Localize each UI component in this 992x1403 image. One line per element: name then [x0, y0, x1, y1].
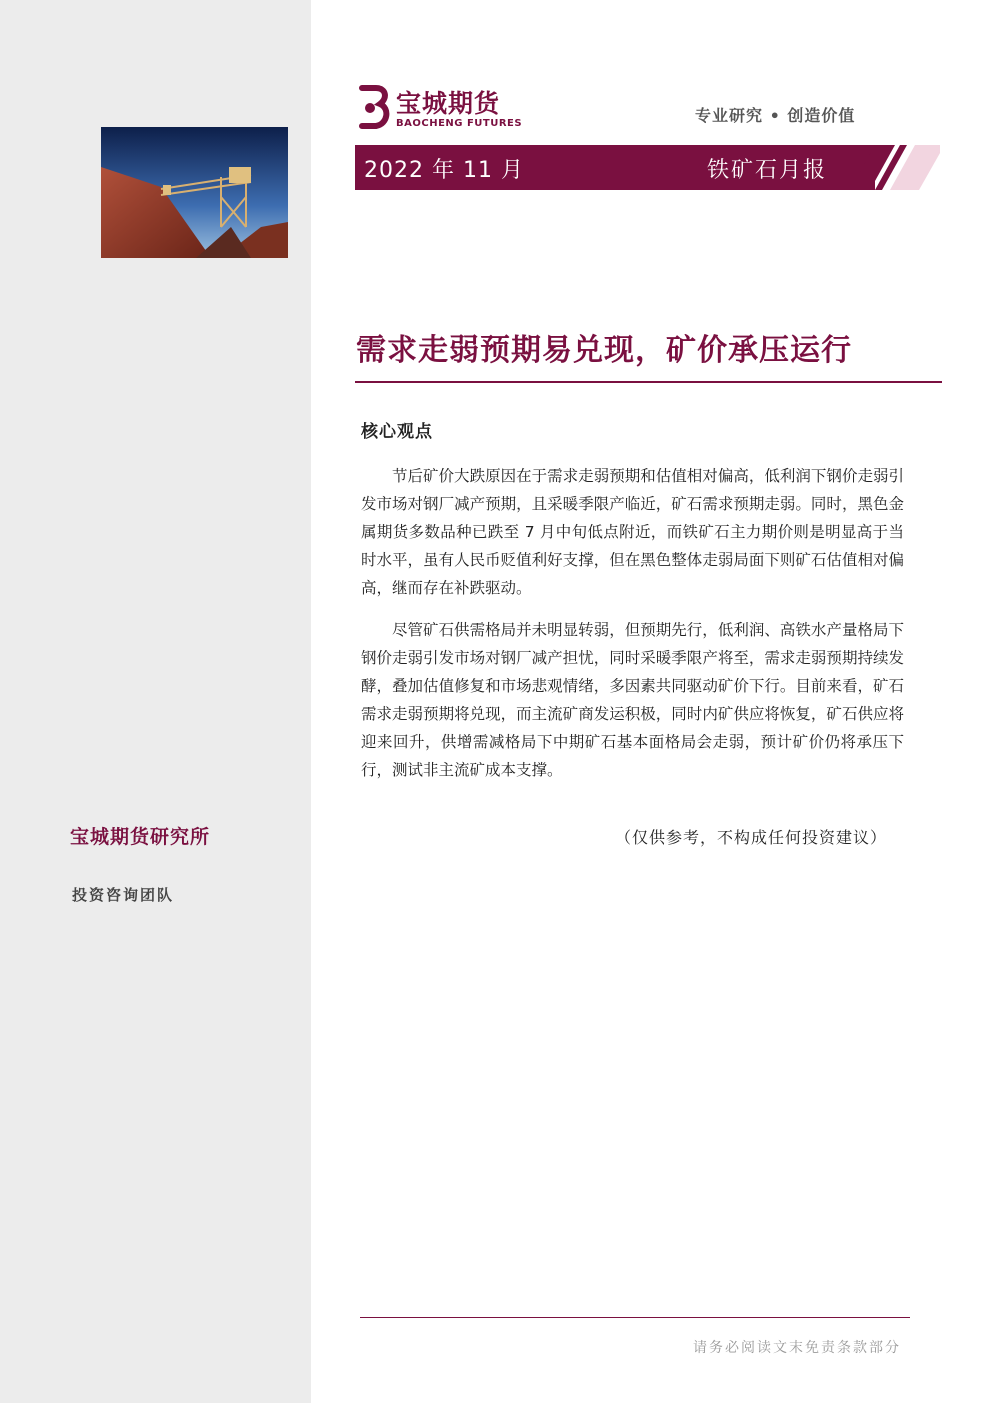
- footer-divider: [360, 1317, 910, 1318]
- iron-ore-stacker-photo: [101, 127, 288, 258]
- brand-logo: [356, 84, 526, 132]
- brand-name-cn: 宝城期货: [396, 89, 501, 118]
- body-paragraph: 节后矿价大跌原因在于需求走弱预期和估值相对偏高，低利润下钢价走弱引发市场对钢厂减产预期，且采暖季限产临近，矿石需求预期走弱。同时，黑色金属期货多数品种已跌至 7 月中旬低点附近，而铁矿石主力期价则是明显高于当时水平，虽有人民币贬值利好支撑，但在黑色整体走弱局面下则矿石估值相对偏高，继而存在补跌驱动。: [361, 467, 904, 597]
- left-sidebar: [0, 0, 311, 1403]
- brand-name-en: BAOCHENG FUTURES: [396, 118, 523, 129]
- brand-slogan: 专业研究 • 创造价值: [695, 106, 856, 125]
- baocheng-logo-icon: [356, 84, 392, 132]
- report-banner: [355, 145, 940, 190]
- investment-disclaimer: （仅供参考，不构成任何投资建议）: [615, 828, 888, 847]
- report-type: 铁矿石月报: [707, 158, 828, 183]
- research-institute-name: 宝城期货研究所: [70, 826, 211, 848]
- body-paragraph: 尽管矿石供需格局并未明显转弱，但预期先行，低利润、高铁水产量格局下钢价走弱引发市场对钢厂减产担忧，同时采暖季限产将至，需求走弱预期持续发酵，叠加估值修复和市场悲观情绪，多因素共同驱动矿价下行。目前来看，矿石需求走弱预期将兑现，而主流矿商发运积极，同时内矿供应将恢复，矿石供应将迎来回升，供增需减格局下中期矿石基本面格局会走弱，预计矿价仍将承压下行，测试非主流矿成本支撑。: [361, 621, 904, 779]
- section-title: 核心观点: [361, 422, 433, 442]
- report-date: 2022 年 11 月: [364, 158, 524, 183]
- footer-note: 请务必阅读文末免责条款部分: [693, 1340, 901, 1356]
- banner-stripes-decoration: [860, 145, 940, 190]
- headline-divider: [355, 381, 942, 383]
- report-headline: 需求走弱预期易兑现，矿价承压运行: [356, 333, 852, 368]
- team-name: 投资咨询团队: [72, 886, 175, 904]
